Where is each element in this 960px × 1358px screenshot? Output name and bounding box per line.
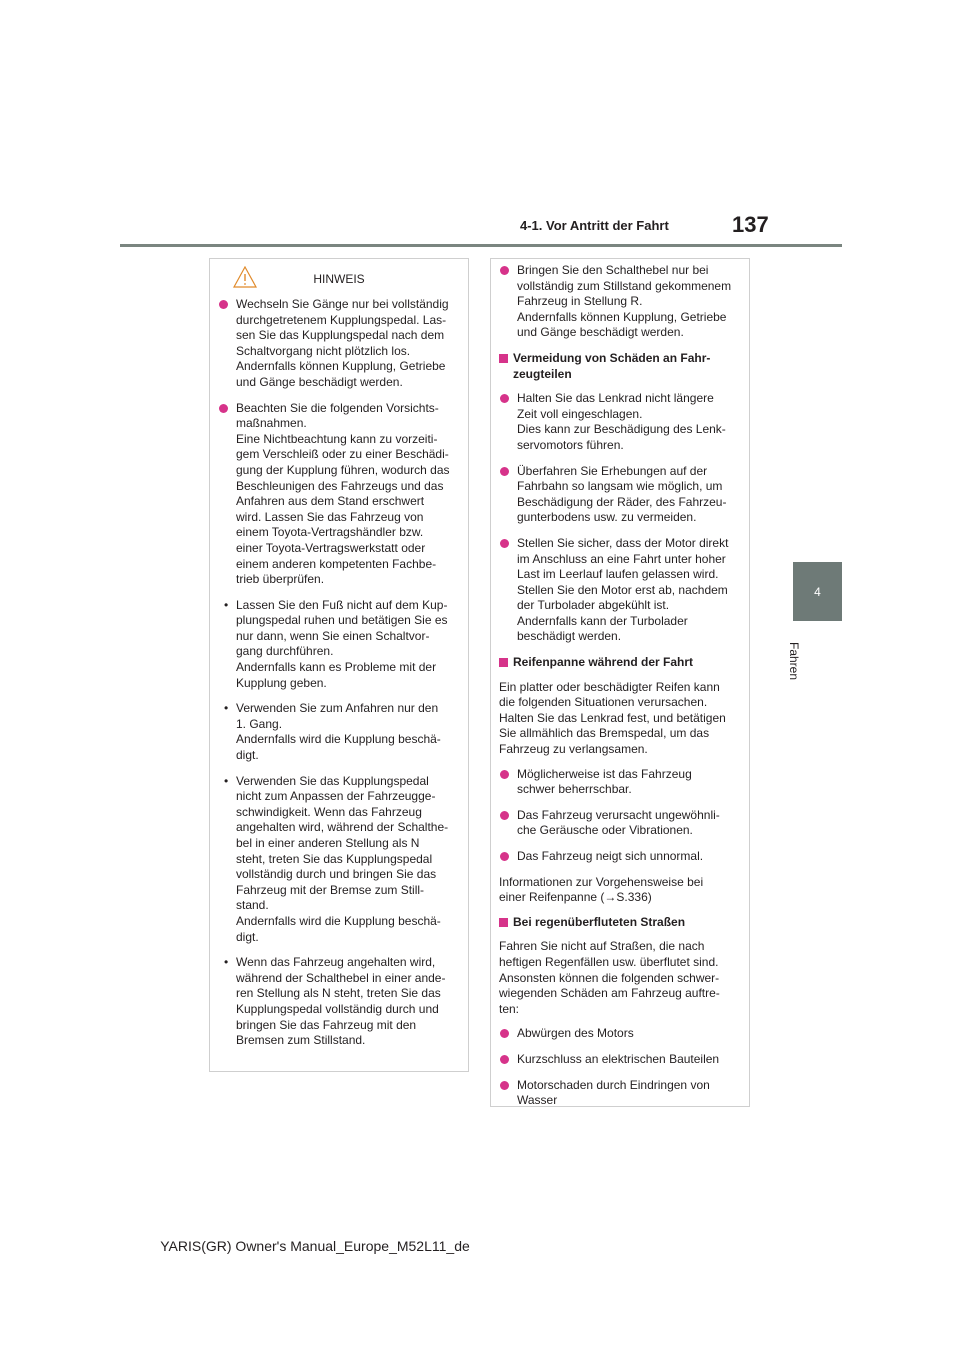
bullet-dot-icon: [500, 1081, 509, 1090]
item-text: Abwürgen des Motors: [517, 1026, 634, 1041]
small-bullet-icon: •: [224, 955, 229, 970]
item-text: Verwenden Sie zum Anfahren nur den 1. Gang. Andernfalls wird die Kupplung beschä- digt.: [236, 701, 441, 763]
bullet-item: [499, 767, 741, 798]
dash-item: [218, 955, 460, 1049]
paragraph: [499, 875, 741, 906]
bullet-dot-icon: [219, 300, 228, 309]
section-title: 4-1. Vor Antritt der Fahrt: [520, 218, 669, 233]
notice-header: [218, 265, 460, 297]
bullet-dot-icon: [500, 467, 509, 476]
item-text: Das Fahrzeug verursacht ungewöhnli- che Geräusche oder Vibrationen.: [517, 807, 720, 838]
bullet-item: [499, 1078, 741, 1109]
item-text: Fahren Sie nicht auf Straßen, die nach heftigen Regenfällen usw. überflutet sind. Ansonsten können die folgenden schwer- wiegenden Schäden am Fahrzeug auftre- ten:: [499, 939, 720, 1016]
dash-item: [218, 774, 460, 946]
square-marker-icon: [499, 918, 508, 927]
item-text: Wenn das Fahrzeug angehalten wird, während der Schalthebel in einer ande- ren Stellung als N steht, treten Sie das Kupplungspedal vollständig durch und bringen Sie das Fahrzeug mit den Bremsen zum Stillstand.: [236, 955, 446, 1048]
chapter-number: 4: [814, 584, 821, 599]
notice-box: [209, 258, 469, 1072]
item-text: Beachten Sie die folgenden Vorsichts- maßnahmen. Eine Nichtbeachtung kann zu vorzeiti- gem Verschleiß oder zu einer Beschädi- gung der Kupplung führen, wodurch das Beschleunigen des Fahrzeugs und das Anfahren aus dem Stand erschwert wird. Lassen Sie das Fahrzeug von einem Toyota-Vertragshändler bzw. einer Toyota-Vertragswerkstatt oder einem anderen kompetenten Fachbe- trieb überprüfen.: [236, 400, 450, 587]
chapter-label: Fahren: [787, 642, 801, 681]
item-text: Halten Sie das Lenkrad nicht längere Zeit voll eingeschlagen. Dies kann zur Beschädigung des Lenk- servomotors führen.: [517, 391, 726, 452]
chapter-tab[interactable]: [793, 562, 842, 621]
bullet-item: [499, 1052, 741, 1068]
dash-item: [218, 701, 460, 763]
bullet-dot-icon: [500, 539, 509, 548]
small-bullet-icon: •: [224, 701, 229, 716]
item-text: Vermeidung von Schäden an Fahr- zeugteilen: [513, 350, 711, 381]
bullet-item: [499, 536, 741, 645]
bullet-item: [218, 401, 460, 588]
item-text: Reifenpanne während der Fahrt: [513, 655, 694, 670]
item-text: Kurzschluss an elektrischen Bauteilen: [517, 1051, 720, 1066]
small-bullet-icon: •: [224, 597, 229, 612]
item-text: Wechseln Sie Gänge nur bei vollständig durchgetretenem Kupplungspedal. Las- sen Sie das Kupplungspedal nach dem Schaltvorgang nicht plötzlich los. Andernfalls können Kupplung, Getriebe und Gänge beschädigt werden.: [236, 297, 449, 389]
notice-items: [218, 297, 460, 1049]
bullet-dot-icon: [500, 266, 509, 275]
dash-item: [218, 598, 460, 692]
notice-label: HINWEIS: [313, 272, 365, 286]
item-text: Bei regenüberfluteten Straßen: [513, 914, 686, 929]
bullet-dot-icon: [500, 1029, 509, 1038]
info-box: [490, 258, 750, 1107]
item-text: Lassen Sie den Fuß nicht auf dem Kup- plungspedal ruhen und betätigen Sie es nur dann, wenn Sie einen Schaltvor- gang durchführen. Andernfalls kann es Probleme mit der Kupplung geben.: [236, 597, 448, 690]
square-marker-icon: [499, 354, 508, 363]
bullet-dot-icon: [500, 811, 509, 820]
bullet-dot-icon: [500, 770, 509, 779]
bullet-item: [499, 464, 741, 526]
bullet-dot-icon: [500, 394, 509, 403]
bullet-item: [499, 263, 741, 341]
subheading: [499, 351, 741, 382]
small-bullet-icon: •: [224, 773, 229, 788]
square-marker-icon: [499, 658, 508, 667]
chapter-label-container: [780, 632, 810, 692]
item-text: Motorschaden durch Eindringen von Wasser: [517, 1077, 710, 1108]
bullet-item: [499, 849, 741, 865]
item-text: Das Fahrzeug neigt sich unnormal.: [517, 849, 704, 863]
bullet-item: [499, 808, 741, 839]
item-text: Informationen zur Vorgehensweise bei einer Reifenpanne (→S.336): [499, 874, 704, 905]
paragraph: [499, 680, 741, 758]
page-number: 137: [732, 212, 769, 237]
bullet-item: [218, 297, 460, 391]
header-rule: [120, 244, 842, 247]
item-text: Ein platter oder beschädigter Reifen kann die folgenden Situationen verursachen. Halten Sie das Lenkrad fest, und betätigen Sie allmählich das Bremspedal, um das Fahrzeug zu verlangsamen.: [499, 679, 726, 757]
subheading: [499, 655, 741, 671]
item-text: Überfahren Sie Erhebungen auf der Fahrbahn so langsam wie möglich, um Beschädigung der Räder, des Fahrzeu- gunterbodens usw. zu vermeiden.: [517, 463, 727, 525]
bullet-item: [499, 1026, 741, 1042]
bullet-dot-icon: [500, 852, 509, 861]
item-text: Möglicherweise ist das Fahrzeug schwer beherrschbar.: [517, 766, 692, 797]
item-text: Stellen Sie sicher, dass der Motor direkt im Anschluss an eine Fahrt unter hoher Last im Leerlauf laufen gelassen wird. Stellen Sie den Motor erst ab, nachdem der Turbolader abgekühlt ist. Andernfalls kann der Turbolader beschädigt werden.: [517, 535, 729, 644]
bullet-dot-icon: [500, 1055, 509, 1064]
subheading: [499, 915, 741, 931]
footer-text: YARIS(GR) Owner's Manual_Europe_M52L11_de: [160, 1238, 470, 1254]
item-text: Verwenden Sie das Kupplungspedal nicht zum Anpassen der Fahrzeugge- schwindigkeit. Wenn das Fahrzeug angehalten wird, während der Schalthe- bel in einer anderen Stellung als N steht, treten Sie das Kupplungspedal vollständig durch und bringen Sie das Fahrzeug mit der Bremse zum Still- stand. Andernfalls wird die Kupplung beschä- digt.: [236, 773, 449, 944]
info-items: [499, 263, 741, 1109]
bullet-item: [499, 391, 741, 453]
paragraph: [499, 939, 741, 1017]
bullet-dot-icon: [219, 404, 228, 413]
item-text: Bringen Sie den Schalthebel nur bei vollständig zum Stillstand gekommenem Fahrzeug in Stellung R. Andernfalls können Kupplung, Getriebe und Gänge beschädigt werden.: [517, 263, 732, 340]
